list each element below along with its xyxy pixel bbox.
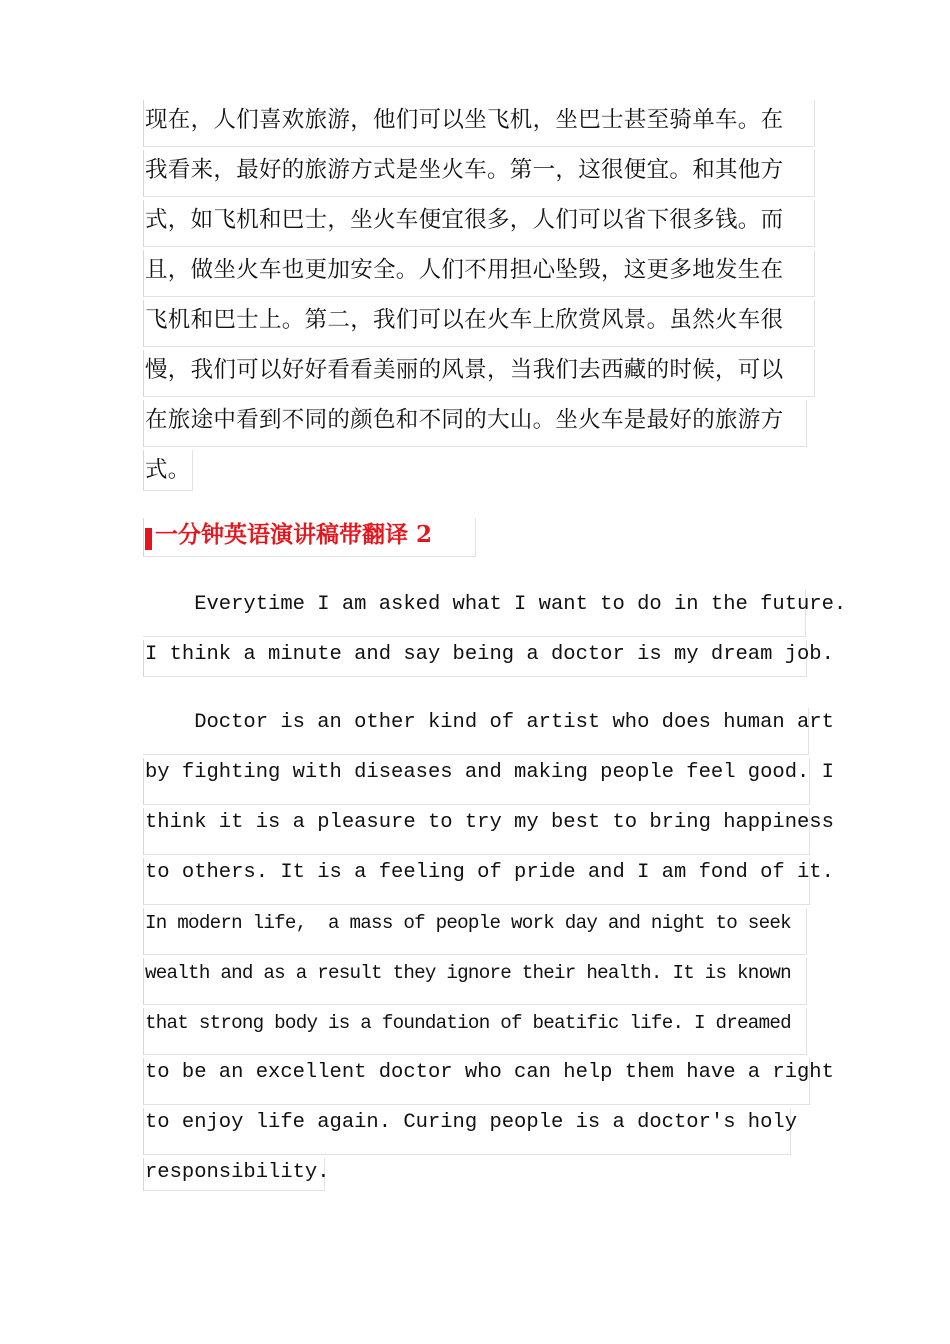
en2-line-1: Doctor is an other kind of artist who does human art [145, 711, 834, 734]
zh-line-7: 在旅途中看到不同的颜色和不同的大山。坐火车是最好的旅游方 [145, 407, 784, 433]
en2-line-10: responsibility. [145, 1161, 330, 1184]
en2-line-5: In modern life, a mass of people work day and night to seek [145, 912, 791, 934]
zh-line-4: 且，做坐火车也更加安全。人们不用担心坠毁，这更多地发生在 [145, 257, 784, 283]
zh-line-2: 我看来，最好的旅游方式是坐火车。第一，这很便宜。和其他方 [145, 157, 784, 183]
en2-line-9: to enjoy life again. Curing people is a doctor's holy [145, 1111, 798, 1134]
en2-line-4: to others. It is a feeling of pride and I am fond of it. [145, 861, 834, 884]
zh-line-3: 式，如飞机和巴士，坐火车便宜很多，人们可以省下很多钱。而 [145, 207, 784, 233]
zh-line-6: 慢，我们可以好好看看美丽的风景，当我们去西藏的时候，可以 [145, 357, 784, 383]
en2-line-3: think it is a pleasure to try my best to bring happiness [145, 811, 834, 834]
en2-line-6: wealth and as a result they ignore their health. It is known [145, 962, 791, 984]
en2-line-8: to be an excellent doctor who can help them have a right [145, 1061, 834, 1084]
en1-line-2: I think a minute and say being a doctor is my dream job. [145, 643, 834, 666]
en2-line-7: that strong body is a foundation of beatific life. I dreamed [145, 1012, 791, 1034]
zh-line-1: 现在，人们喜欢旅游，他们可以坐飞机，坐巴士甚至骑单车。在 [145, 107, 784, 133]
section-heading: 一分钟英语演讲稿带翻译 2 [155, 521, 433, 548]
zh-line-5: 飞机和巴士上。第二，我们可以在火车上欣赏风景。虽然火车很 [145, 307, 784, 333]
zh-line-8: 式。 [145, 457, 191, 483]
en1-line-1: Everytime I am asked what I want to do in the future. [145, 593, 847, 616]
en2-line-2: by fighting with diseases and making people feel good. I [145, 761, 834, 784]
